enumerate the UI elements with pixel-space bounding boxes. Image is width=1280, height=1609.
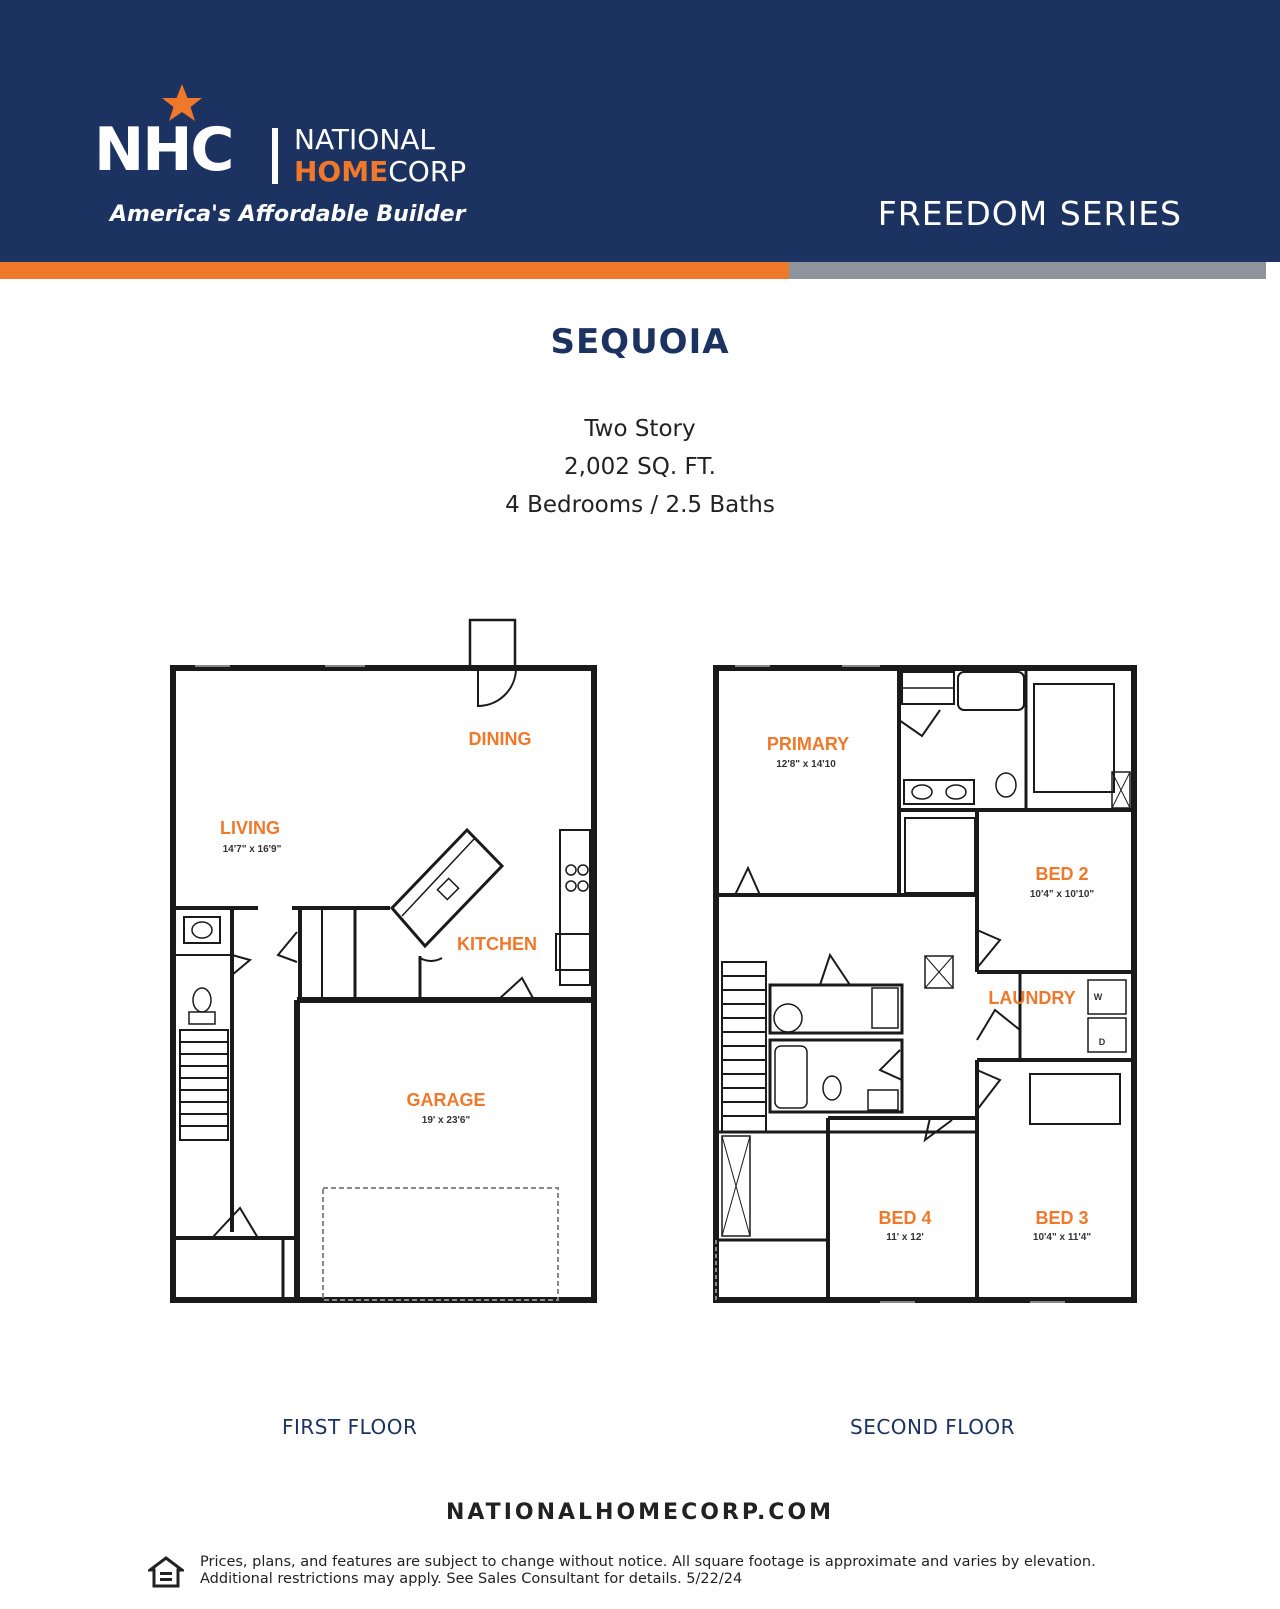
washer-label: W [1093, 992, 1103, 1002]
disclaimer [200, 1554, 1160, 1588]
room-bed4-dim: 11' x 12' [886, 1232, 924, 1243]
room-bed2: BED 2 [1035, 864, 1089, 884]
stairs-second [722, 962, 766, 1132]
room-dining: DINING [468, 729, 532, 749]
room-primary: PRIMARY [766, 734, 850, 754]
plan-beds-baths: 4 Bedrooms / 2.5 Baths [505, 492, 775, 518]
first-floor-label: FIRST FLOOR [282, 1415, 418, 1439]
kitchen-island [392, 830, 502, 946]
dryer [1088, 1018, 1126, 1052]
room-garage-dim: 19' x 23'6" [421, 1115, 471, 1126]
room-bed3-dim: 10'4" x 11'4" [1032, 1232, 1092, 1243]
dryer-label: D [1098, 1037, 1106, 1047]
disclaimer-line1: Prices, plans, and features are subject to change without notice. All square footage is approximate and varies by elevation. [200, 1554, 1096, 1570]
plan-stories: Two Story [584, 416, 696, 442]
plan-sqft: 2,002 SQ. FT. [564, 454, 716, 480]
series-title: FREEDOM SERIES [877, 194, 1182, 233]
logo-name-line1: NATIONAL [294, 123, 436, 156]
dining-bump [470, 620, 515, 668]
room-living: LIVING [219, 818, 281, 838]
garage-door [323, 1188, 558, 1300]
room-bed3: BED 3 [1035, 1208, 1089, 1228]
disclaimer-line2: Additional restrictions may apply. See Sales Consultant for details. 5/22/24 [200, 1571, 743, 1587]
room-laundry: LAUNDRY [988, 988, 1076, 1008]
room-kitchen: KITCHEN [457, 934, 537, 954]
logo-home-text: HOME [294, 155, 389, 188]
first-floor-outline [173, 668, 594, 1300]
logo-corp-text: CORP [388, 155, 467, 188]
second-floor-label: SECOND FLOOR [850, 1415, 1016, 1439]
room-bed4: BED 4 [878, 1208, 932, 1228]
logo-letters: NHC [94, 115, 233, 185]
room-living-dim: 14'7" x 16'9" [222, 844, 282, 855]
room-bed2-dim: 10'4" x 10'10" [1029, 889, 1095, 900]
first-floor-labels [220, 729, 537, 1126]
room-primary-dim: 12'8" x 14'10 [776, 759, 836, 770]
kitchen-counter [560, 830, 590, 985]
room-garage: GARAGE [406, 1090, 486, 1110]
equal-housing-icon [148, 1556, 184, 1592]
website-link[interactable]: NATIONALHOMECORP.COM [445, 1500, 835, 1525]
stairs-first [180, 1030, 228, 1140]
logo-tagline: America's Affordable Builder [110, 202, 466, 227]
first-floor-plan [173, 620, 594, 1300]
plan-name: SEQUOIA [550, 322, 730, 362]
